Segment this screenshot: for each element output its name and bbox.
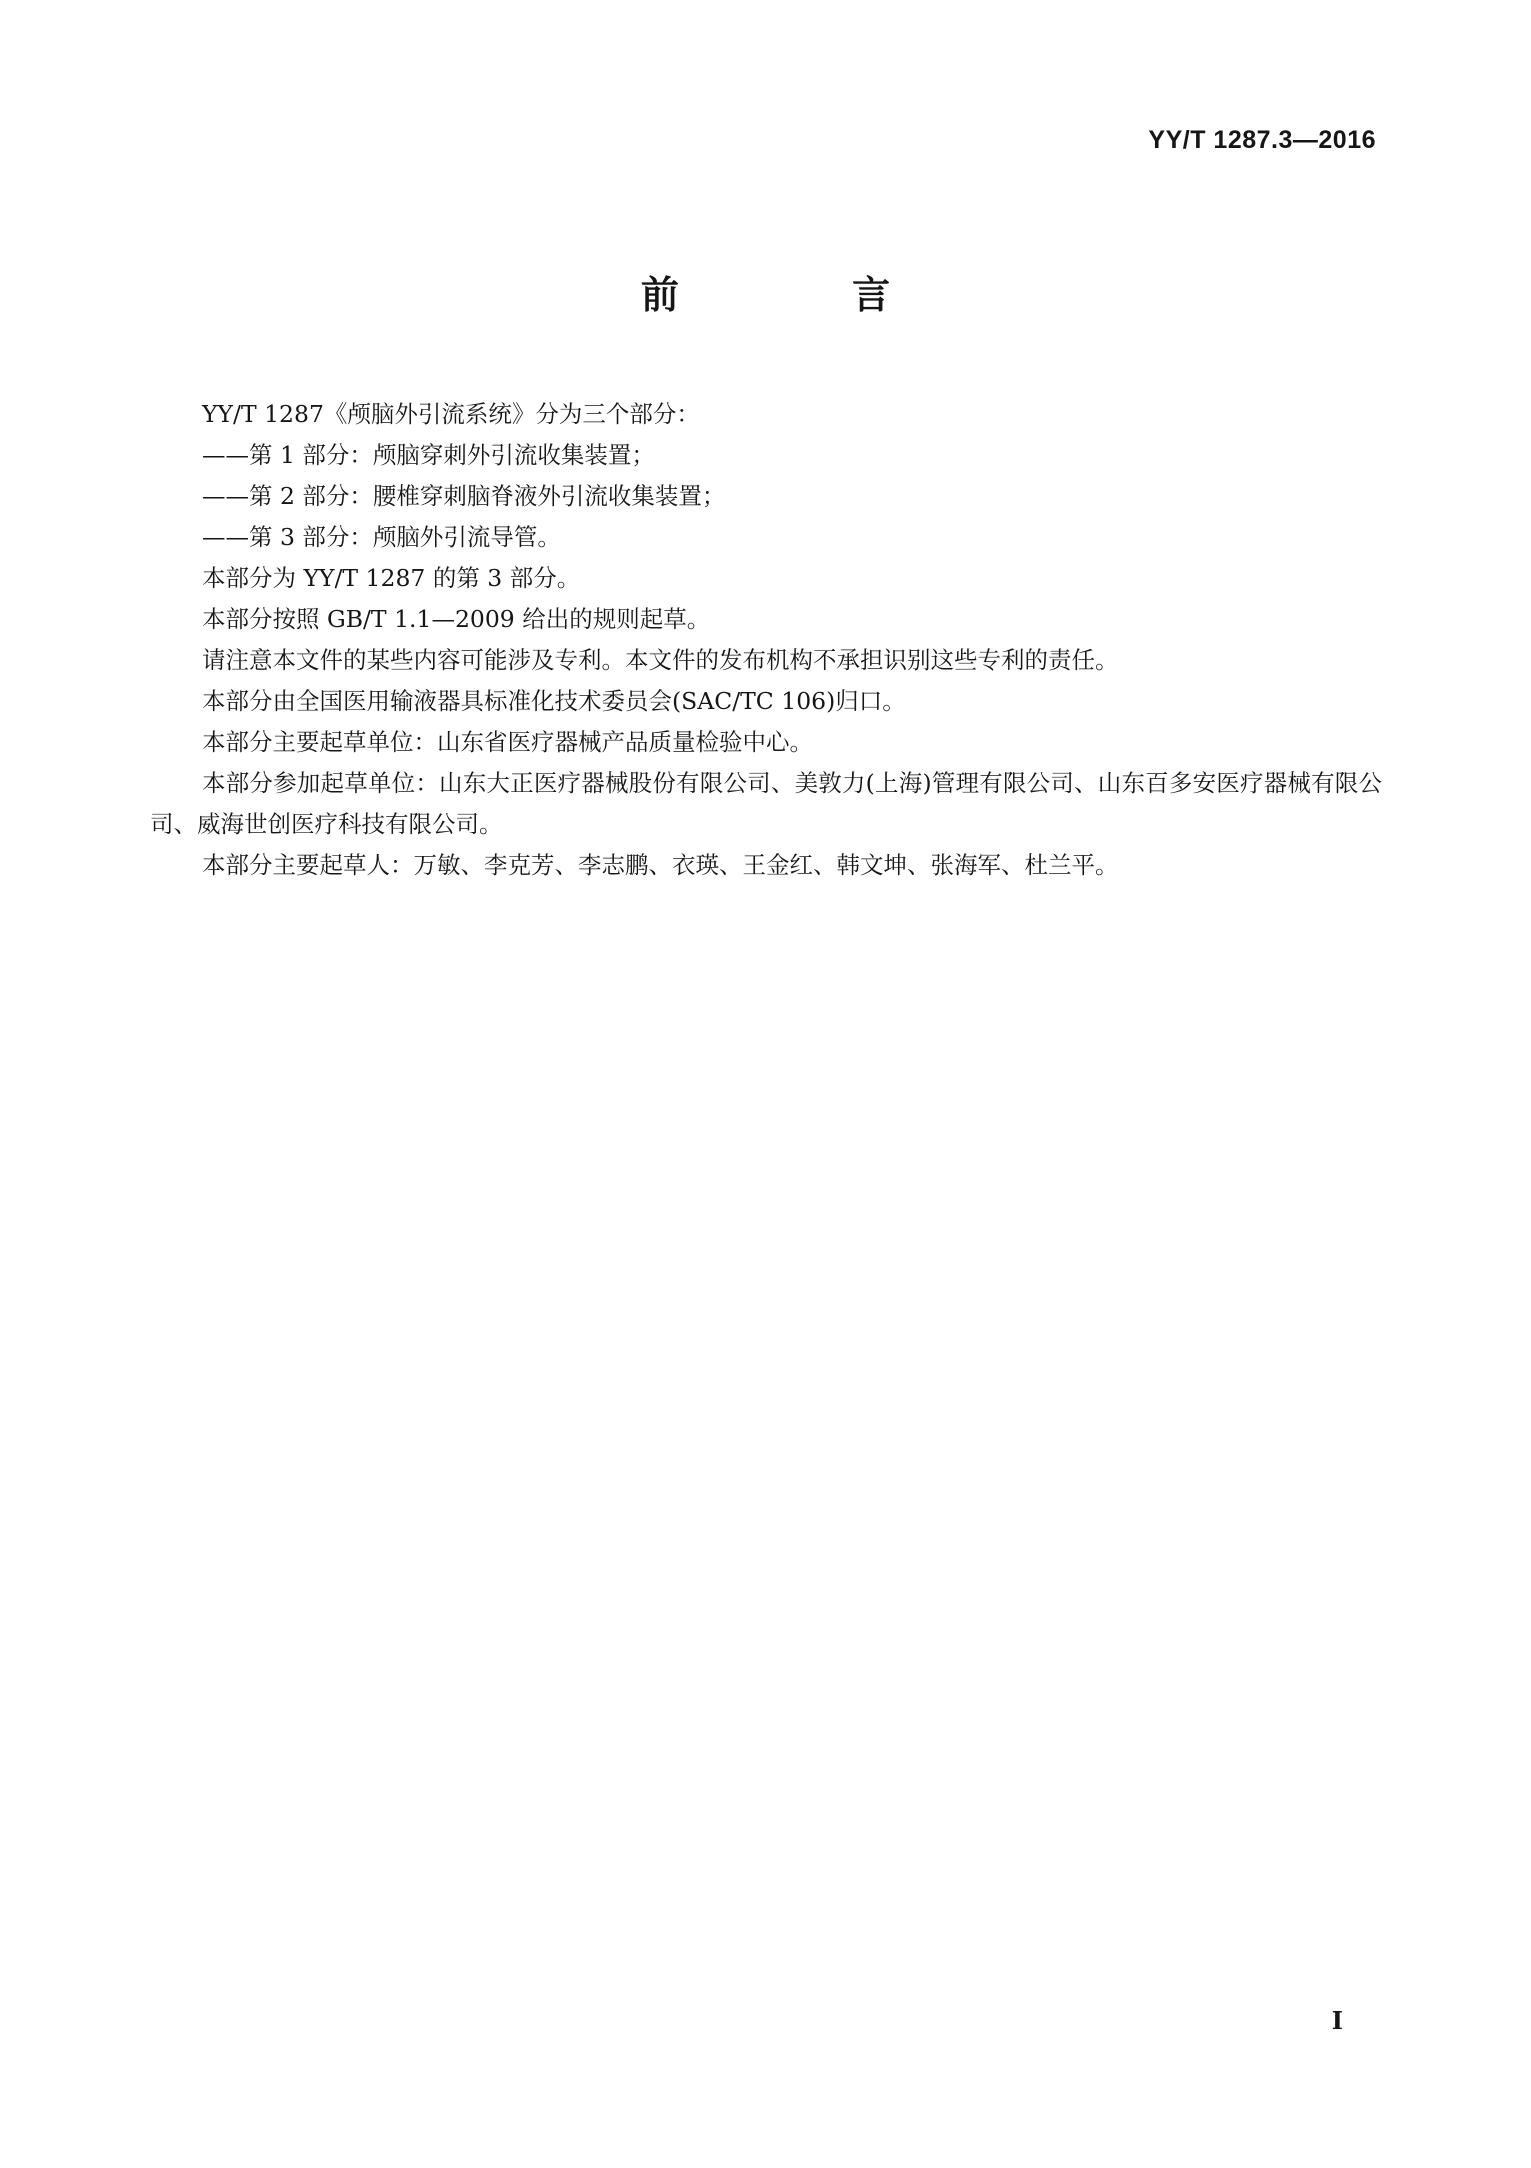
page-title: 前 言	[640, 273, 971, 317]
paragraph-this-part: 本部分为 YY/T 1287 的第 3 部分。	[202, 564, 581, 592]
paragraph-technical-committee: 本部分由全国医用输液器具标准化技术委员会(SAC/TC 106)归口。	[202, 687, 906, 715]
paragraph-drafting-rules: 本部分按照 GB/T 1.1—2009 给出的规则起草。	[202, 605, 711, 633]
paragraph-parts-intro: YY/T 1287《颅脑外引流系统》分为三个部分：	[202, 400, 700, 428]
preface-body	[150, 394, 1382, 886]
standard-number: YY/T 1287.3—2016	[1148, 126, 1376, 154]
paragraph-patent-notice: 请注意本文件的某些内容可能涉及专利。本文件的发布机构不承担识别这些专利的责任。	[202, 646, 1119, 674]
paragraph-participating-units: 本部分参加起草单位：山东大正医疗器械股份有限公司、美敦力(上海)管理有限公司、山东百多安医疗器械有限公司、威海世创医疗科技有限公司。	[150, 769, 1382, 838]
paragraph-main-drafters: 本部分主要起草人：万敏、李克芳、李志鹏、衣瑛、王金红、韩文坤、张海军、杜兰平。	[202, 851, 1119, 879]
paragraph-part-1: ——第 1 部分：颅脑穿刺外引流收集装置；	[202, 441, 655, 469]
paragraph-part-3: ——第 3 部分：颅脑外引流导管。	[202, 523, 561, 551]
paragraph-part-2: ——第 2 部分：腰椎穿刺脑脊液外引流收集装置；	[202, 482, 726, 510]
paragraph-main-drafting-unit: 本部分主要起草单位：山东省医疗器械产品质量检验中心。	[202, 728, 813, 756]
page-number: I	[1331, 2006, 1343, 2035]
